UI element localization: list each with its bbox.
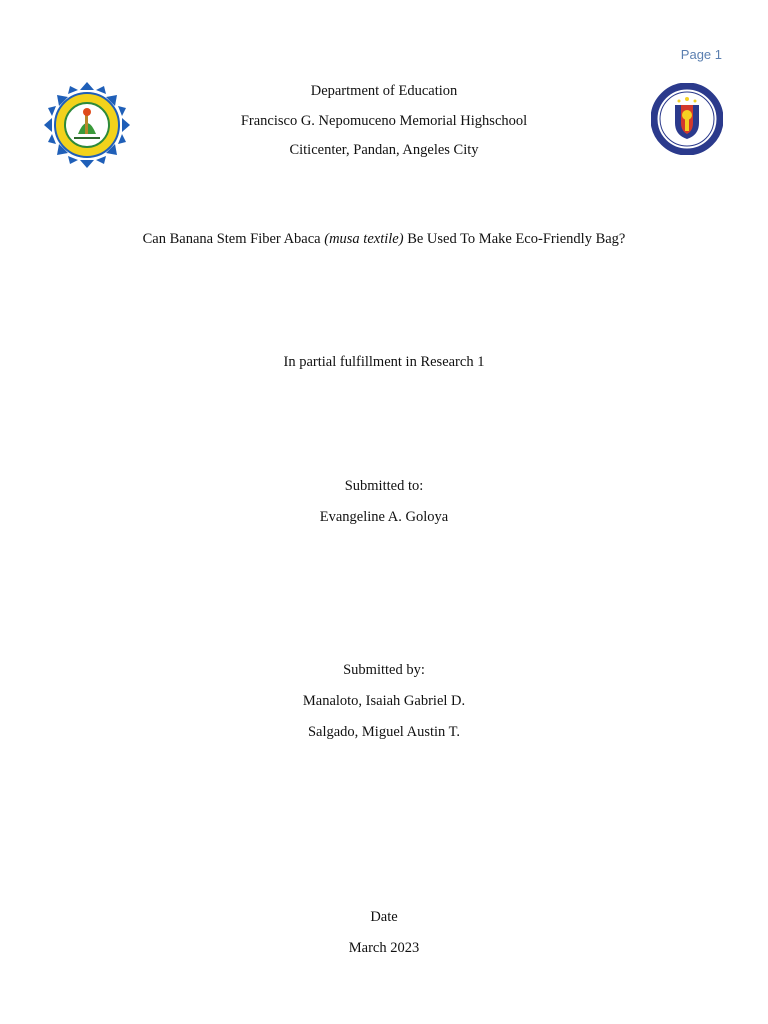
school-address: Citicenter, Pandan, Angeles City xyxy=(289,142,479,158)
title-after: Be Used To Make Eco-Friendly Bag? xyxy=(403,231,626,247)
research-title xyxy=(0,231,768,248)
date-label: Date xyxy=(370,909,398,925)
fulfillment-note: In partial fulfillment in Research 1 xyxy=(283,354,485,370)
author-name: Manaloto, Isaiah Gabriel D. xyxy=(302,693,466,709)
title-italic: (musa textile) xyxy=(324,231,404,247)
author-name: Salgado, Miguel Austin T. xyxy=(307,724,461,740)
submitted-to-name: Evangeline A. Goloya xyxy=(319,509,449,525)
date-value: March 2023 xyxy=(348,940,420,956)
title-before: Can Banana Stem Fiber Abaca xyxy=(142,231,325,247)
page-number: Page 1 xyxy=(680,47,722,62)
department-name: Department of Education xyxy=(310,83,458,99)
school-name: Francisco G. Nepomuceno Memorial Highschool xyxy=(240,113,528,129)
submitted-by-label: Submitted by: xyxy=(343,662,425,678)
submitted-to-label: Submitted to: xyxy=(344,478,424,494)
